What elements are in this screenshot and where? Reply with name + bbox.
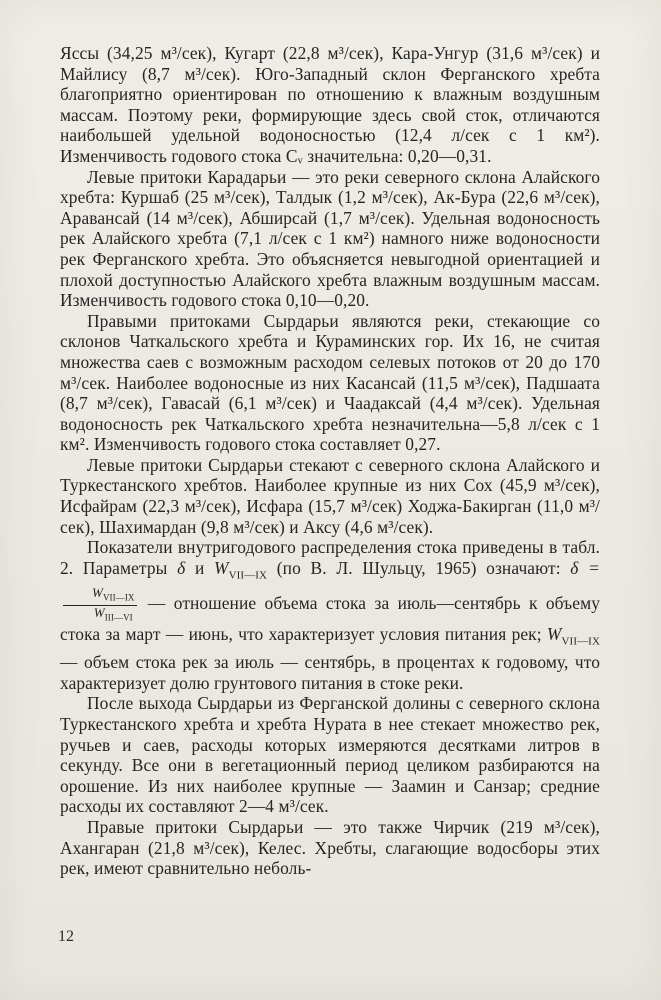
w-symbol: W [214,557,229,578]
text-run: (по В. Л. Шульцу, 1965) означают: [267,557,571,578]
paragraph: После выхода Сырдарьи из Ферганской долины с северного склона Туркестанского хребта и хребта Нурата в нее стекает множество рек, ручьев и саев, расходы которых измеряются десятками литров в секунду. Все они в вегетационный период целиком разбираются на орошение. Из них наиболее крупные — Заамин и Санзар; средние расходы их составляют 2—4 м³/сек. [60,693,600,817]
paragraph-formula [60,537,600,693]
text-run: — объем стока рек за июль — сентябрь, в процентах к годовому, что характеризует долю грунтового питания в стоке реки. [60,652,600,693]
text-run: Показатели внутригодового распределения стока приведены в табл. 2. Параметры [60,537,600,578]
paragraph: Яссы (34,25 м³/сек), Кугарт (22,8 м³/сек), Кара-Унгур (31,6 м³/сек) и Майлису (8,7 м³/сек). Юго-Западный склон Ферганского хребта благоприятно ориентирован по отношению к влажным воздушным массам. Поэтому реки, формирующие здесь свой сток, отличаются наибольшей удельной водоносностью (12,4 л/сек с 1 км²). Изменчивость годового стока Cᵥ значительна: 0,20—0,31. [60,43,600,166]
paragraph: Правыми притоками Сырдарьи являются реки, стекающие со склонов Чаткальского хребта и Кураминских гор. Их 16, не считая множества саев с возможным расходом селевых потоков от 20 до 170 м³/сек. Наиболее водоносные из них Касансай (11,5 м³/сек), Падшаата (8,7 м³/сек), Гавасай (6,1 м³/сек) и Чаадаксай (4,4 м³/сек). Удельная водоносность рек Чаткальского хребта незначительна—5,8 л/сек с 1 км². Изменчивость годового стока составляет 0,27. [60,310,600,455]
text-run: и [185,557,215,578]
body-text [60,43,600,879]
paragraph: Левые притоки Карадарьи — это реки северного склона Алайского хребта: Куршаб (25 м³/сек), Талдык (1,2 м³/сек), Ак-Бура (22,6 м³/сек), Аравансай (14 м³/сек), Абширсай (1,7 м³/сек). Удельная водоносность рек Алайского хребта (7,1 л/сек с 1 км²) намного ниже водоносности рек Ферганского хребта. Это объясняется невыгодной ориентацией и плохой доступностью Алайского хребта влажным воздушным массам. Изменчивость годового стока 0,10—0,20. [60,166,600,311]
fraction-numerator: W [92,584,103,600]
paragraph: Левые притоки Сырдарьи стекают с северного склона Алайского и Туркестанского хребтов. Наиболее крупные из них Сох (45,9 м³/сек), Исфайрам (22,3 м³/сек), Исфара (15,7 м³/сек) Ходжа-Бакирган (11,0 м³/сек), Шахимардан (9,8 м³/сек) и Аксу (4,6 м³/сек). [60,454,600,537]
denominator-subscript: III—VI [104,612,133,623]
numerator-subscript: VII—IX [102,592,135,603]
delta-equation: δ = [570,557,600,578]
w-subscript: VII—IX [228,569,268,582]
delta-symbol: δ [177,557,186,578]
w-symbol: W [546,624,562,645]
w-subscript: VII—IX [561,635,600,648]
paragraph: Правые притоки Сырдарьи — это также Чирчик (219 м³/сек), Ахангаран (21,8 м³/сек), Келес. Хребты, слагающие водосборы этих рек, имеют сравнительно неболь- [60,816,600,879]
fraction-denominator: W [93,604,105,620]
page-number: 12 [58,928,74,945]
text-run: — отношение объема стока за июль—сентябрь к объему стока за март — июнь, что характеризует условия питания рек; [60,593,600,645]
fraction [63,586,137,624]
